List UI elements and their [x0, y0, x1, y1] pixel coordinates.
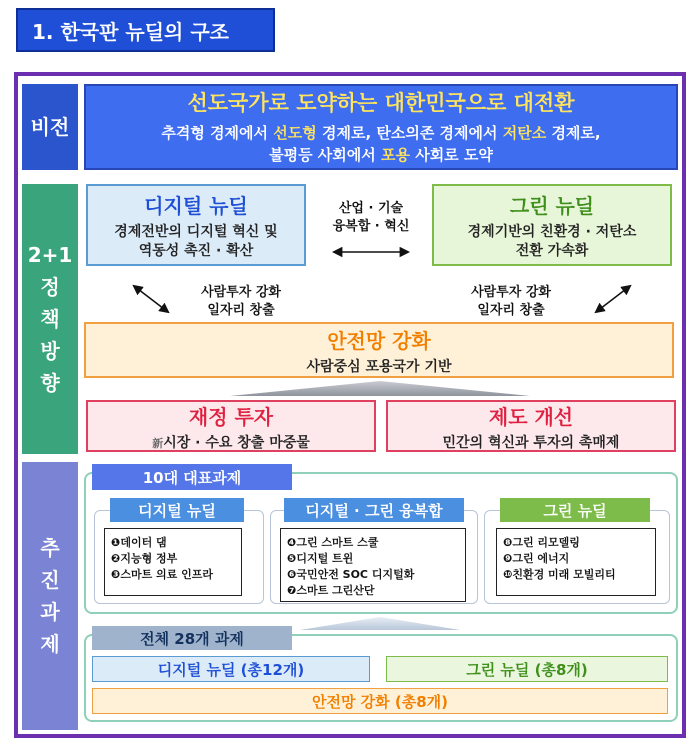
task-list-green [496, 528, 656, 596]
side-label-tasks-line: 과 [40, 600, 60, 624]
task-item: ❽그린 리모델링 [503, 536, 580, 549]
system-improvement-desc: 민간의 혁신과 투자의 촉매제 [442, 434, 620, 451]
fiscal-investment-desc-text: 시장 · 수요 창출 마중물 [163, 434, 310, 451]
green-newdeal-desc-1: 경제기반의 친환경 · 저탄소 [467, 223, 637, 240]
fusion-label-line: 융복합 · 혁신 [332, 219, 410, 234]
task-group-digital-label: 디지털 뉴딜 [110, 498, 244, 522]
invest-label-line: 사람투자 강화 [471, 285, 551, 301]
support-wedge [230, 381, 530, 396]
vision-highlight: 저탄소 [502, 124, 547, 143]
fiscal-investment-box [86, 400, 376, 452]
vision-text: 불평등 사회에서 [269, 146, 381, 164]
side-label-policy-line: 책 [40, 307, 60, 331]
digital-newdeal-desc-1: 경제전반의 디지털 혁신 및 [114, 223, 278, 240]
task-item: ❿친환경 미래 모빌리티 [503, 567, 616, 581]
fusion-label-line: 산업 · 기술 [338, 201, 404, 217]
side-label-tasks-line: 추 [40, 536, 60, 560]
fiscal-prefix: 新 [152, 436, 164, 450]
task-item: ❸스마트 의료 인프라 [111, 567, 213, 581]
safety-net-desc: 사람중심 포용국가 기반 [306, 358, 452, 375]
all-tasks-label: 전체 28개 과제 [92, 626, 292, 650]
vision-text: 추격형 경제에서 [161, 124, 274, 143]
task-list-fusion [280, 528, 466, 602]
task-item: ❺디지털 트윈 [287, 551, 354, 565]
arrow-green-safety [596, 286, 630, 312]
side-label-vision: 비전 [22, 84, 78, 170]
task-item: ❾그린 에너지 [503, 551, 570, 565]
task-item: ❶데이터 댐 [111, 536, 167, 549]
task-group-fusion-label: 디지털 · 그린 융복합 [284, 498, 464, 522]
task-list-digital [104, 528, 242, 596]
side-label-policy-line: 방 [40, 339, 60, 363]
vision-highlight: 선도형 [273, 124, 317, 143]
count-digital: 디지털 뉴딜 (총12개) [92, 656, 370, 682]
invest-label-line: 사람투자 강화 [201, 285, 281, 301]
safety-net-box [84, 322, 674, 378]
tasks-wedge [300, 617, 460, 630]
invest-label-line: 일자리 창출 [207, 303, 275, 318]
task-item: ❹그린 스마트 스쿨 [287, 536, 379, 549]
count-safety: 안전망 강화 (총8개) [92, 688, 668, 714]
side-label-policy-line: 2+1 [27, 243, 73, 267]
vision-text: 경제로, [546, 124, 601, 143]
side-label-tasks-line: 진 [40, 568, 60, 592]
safety-net-title: 안전망 강화 [327, 328, 431, 353]
digital-newdeal-desc-2: 역동성 촉진 · 확산 [138, 242, 254, 259]
vision-title: 선도국가로 도약하는 대한민국으로 대전환 [187, 91, 575, 116]
page-title: 1. 한국판 뉴딜의 구조 [16, 8, 275, 52]
fiscal-investment-title: 재정 투자 [188, 404, 274, 429]
count-green: 그린 뉴딜 (총8개) [386, 656, 668, 682]
green-newdeal-title: 그린 뉴딜 [509, 193, 595, 218]
ten-tasks-label: 10대 대표과제 [92, 464, 292, 490]
vision-text: 사회로 도약 [409, 146, 493, 164]
task-item: ❼스마트 그린산단 [287, 583, 375, 597]
green-newdeal-desc-2: 전환 가속화 [515, 242, 589, 259]
digital-newdeal-title: 디지털 뉴딜 [144, 193, 248, 218]
system-improvement-title: 제도 개선 [488, 404, 574, 429]
system-improvement-box [386, 400, 676, 452]
task-group-green-label: 그린 뉴딜 [500, 498, 650, 522]
side-label-policy-line: 정 [40, 275, 60, 299]
vision-highlight: 포용 [381, 146, 410, 164]
task-item: ❷지능형 정부 [111, 551, 178, 565]
task-item: ❻국민안전 SOC 디지털화 [287, 567, 415, 581]
vision-text: 경제로, 탄소의존 경제에서 [316, 124, 503, 143]
side-label-tasks-line: 제 [40, 632, 60, 656]
arrow-digital-safety [134, 286, 168, 312]
side-label-policy-line: 향 [40, 371, 60, 395]
fiscal-investment-desc [152, 432, 310, 452]
invest-label-line: 일자리 창출 [477, 303, 545, 318]
